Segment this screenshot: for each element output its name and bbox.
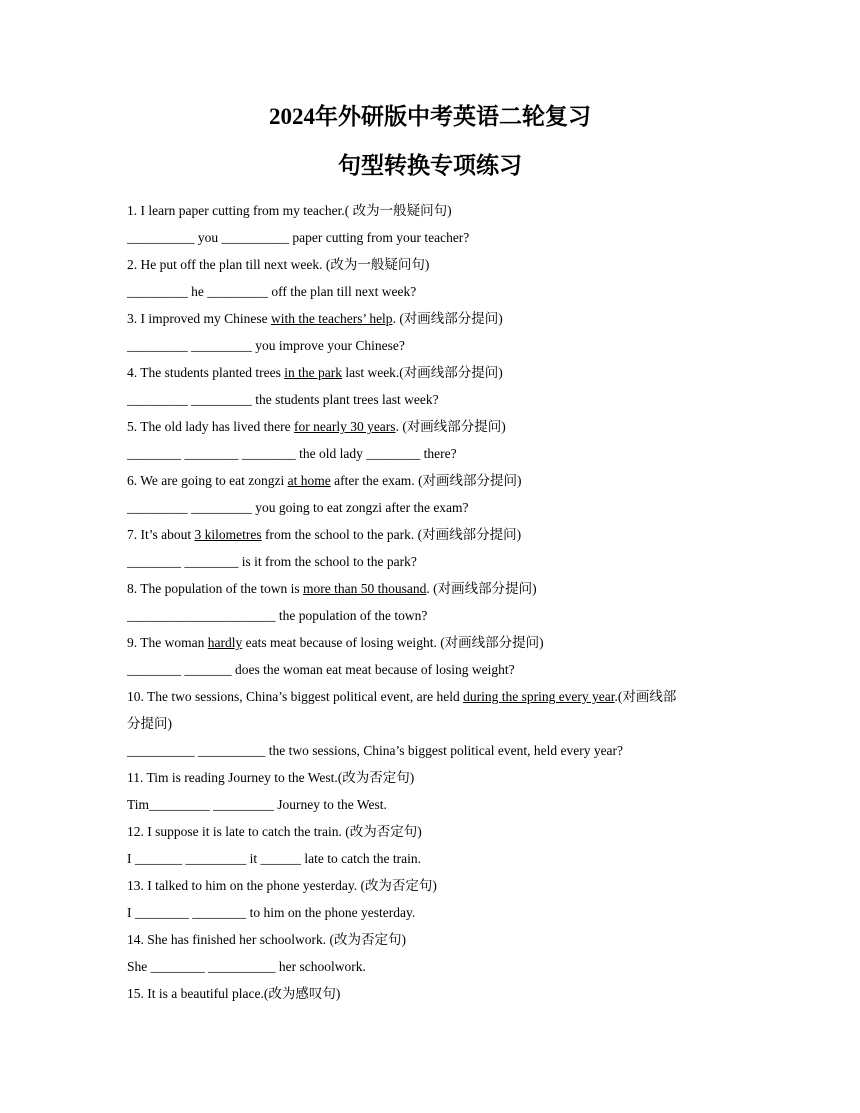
document-subtitle: 句型转换专项练习 xyxy=(338,153,522,178)
question-11: 11. Tim is reading Journey to the West.(改为否定句) xyxy=(127,770,415,785)
underlined-phrase: for nearly 30 years xyxy=(293,419,396,434)
question-9: 9. The woman hardly eats meat because of losing weight. (对画线部分提问) xyxy=(127,635,544,650)
answer-line-8: ______________________ the population of the town? xyxy=(127,608,428,623)
question-8: 8. The population of the town is more than 50 thousand. (对画线部分提问) xyxy=(127,581,537,596)
answer-line-6: _________ _________ you going to eat zongzi after the exam? xyxy=(127,500,469,515)
answer-line-2: _________ he _________ off the plan till next week? xyxy=(127,284,417,299)
answer-line-4: _________ _________ the students plant trees last week? xyxy=(127,392,439,407)
question-6: 6. We are going to eat zongzi at home after the exam. (对画线部分提问) xyxy=(127,473,522,488)
question-3: 3. I improved my Chinese with the teachers’ help. (对画线部分提问) xyxy=(127,311,503,326)
underlined-phrase: with the teachers’ help xyxy=(270,311,393,326)
answer-line-13: I ________ ________ to him on the phone yesterday. xyxy=(127,905,416,920)
question-15: 15. It is a beautiful place.(改为感叹句) xyxy=(127,986,341,1001)
question-4: 4. The students planted trees in the park last week.(对画线部分提问) xyxy=(127,365,503,380)
underlined-phrase: 3 kilometres xyxy=(194,527,262,542)
answer-line-5: ________ ________ ________ the old lady ________ there? xyxy=(127,446,457,461)
underlined-phrase: hardly xyxy=(207,635,243,650)
question-12: 12. I suppose it is late to catch the train. (改为否定句) xyxy=(127,824,422,839)
answer-line-3: _________ _________ you improve your Chinese? xyxy=(127,338,405,353)
question-10: 10. The two sessions, China’s biggest political event, are held during the spring every year.(对画线部 xyxy=(127,689,677,704)
underlined-phrase: more than 50 thousand xyxy=(302,581,427,596)
question-7: 7. It’s about 3 kilometres from the school to the park. (对画线部分提问) xyxy=(127,527,522,542)
answer-line-11: Tim_________ _________ Journey to the West. xyxy=(127,797,387,812)
answer-line-10: __________ __________ the two sessions, China’s biggest political event, held every year? xyxy=(127,743,624,758)
question-5: 5. The old lady has lived there for nearly 30 years. (对画线部分提问) xyxy=(127,419,506,434)
question-10-continued: 分提问) xyxy=(127,716,172,731)
question-2: 2. He put off the plan till next week. (改为一般疑问句) xyxy=(127,257,430,272)
answer-line-7: ________ ________ is it from the school to the park? xyxy=(127,554,417,569)
underlined-phrase: at home xyxy=(287,473,331,488)
question-14: 14. She has finished her schoolwork. (改为否定句) xyxy=(127,932,406,947)
underlined-phrase: during the spring every year xyxy=(463,689,615,704)
document-title: 2024年外研版中考英语二轮复习 xyxy=(269,104,591,129)
answer-line-14: She ________ __________ her schoolwork. xyxy=(127,959,366,974)
question-1: 1. I learn paper cutting from my teacher.( 改为一般疑问句) xyxy=(127,203,452,218)
answer-line-1: __________ you __________ paper cutting from your teacher? xyxy=(127,230,470,245)
answer-line-12: I _______ _________ it ______ late to catch the train. xyxy=(127,851,421,866)
underlined-phrase: in the park xyxy=(284,365,342,380)
question-13: 13. I talked to him on the phone yesterday. (改为否定句) xyxy=(127,878,437,893)
answer-line-9: ________ _______ does the woman eat meat because of losing weight? xyxy=(127,662,515,677)
exercise-list xyxy=(127,197,739,1007)
